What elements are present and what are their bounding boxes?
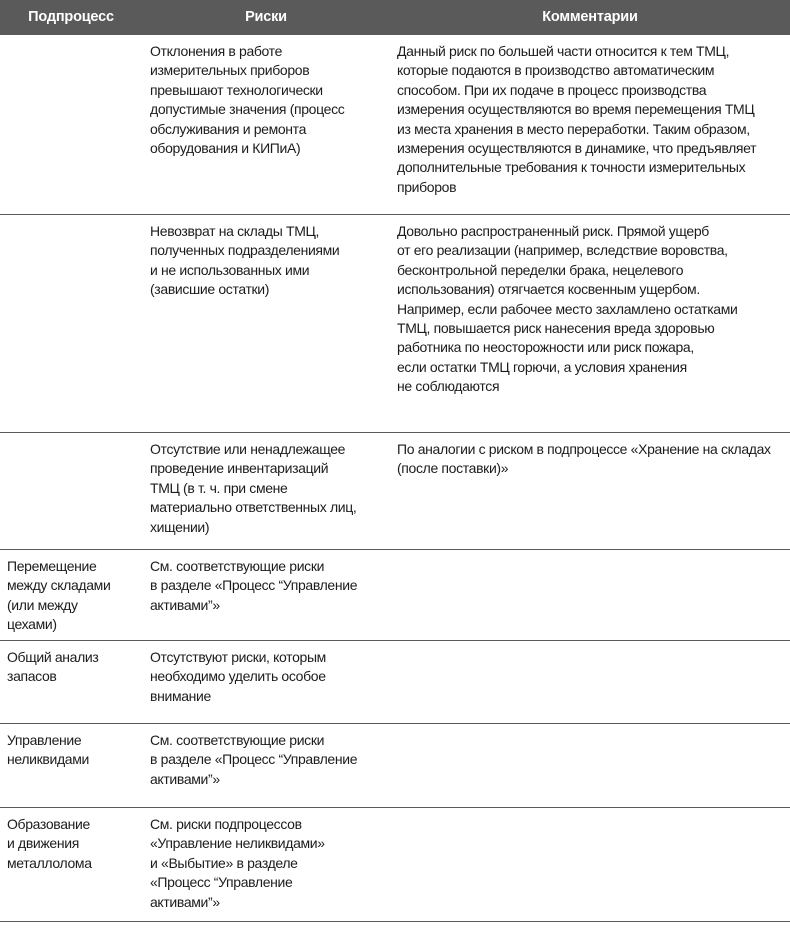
comment-cell: Довольно распространенный риск. Прямой ущерб от его реализации (например, вследствие воровства, бесконтрольной переделки брака, нецелевого использования) отягчается косвенным ущербом. Например, если рабочее место захламлено остатками ТМЦ, повышается риск нанесения вреда здоровью работника по неосторожности или риск пожара, если остатки ТМЦ горючи, а условия хранения не соблюдаются (397, 223, 738, 395)
risk-cell: Невозврат на склады ТМЦ, полученных подразделениями и не использованных ими (зависшие остатки) (150, 223, 340, 298)
subprocess-cell: Управление неликвидами (7, 732, 89, 768)
table-row (0, 215, 790, 433)
risk-cell: См. риски подпроцессов «Управление неликвидами» и «Выбытие» в разделе «Процесс “Управление активами”» (150, 816, 325, 910)
comment-cell (390, 641, 790, 723)
table-header (0, 0, 790, 35)
comment-cell: По аналогии с риском в подпроцессе «Хранение на складах (после поставки)» (397, 441, 771, 477)
comment-cell (390, 724, 790, 807)
table-body (0, 35, 790, 922)
comment-cell: Данный риск по большей части относится к тем ТМЦ, которые подаются в производство автоматическим способом. При их подаче в процесс производства измерения осуществляются во время перемещения ТМЦ из места хранения в место переработки. Таким образом, измерения осуществляются в динамике, что предъявляет дополнительные требования к точности измерительных приборов (397, 43, 757, 195)
comment-cell (390, 808, 790, 921)
risk-cell: Отклонения в работе измерительных приборов превышают технологически допустимые значения (процесс обслуживания и ремонта оборудования и КИПиА) (150, 43, 345, 157)
risk-cell: См. соответствующие риски в разделе «Процесс “Управление активами”» (150, 558, 358, 613)
subprocess-cell (0, 433, 142, 549)
risk-cell: Отсутствие или ненадлежащее проведение инвентаризаций ТМЦ (в т. ч. при смене материально ответственных лиц, хищении) (150, 441, 357, 535)
subprocess-cell (0, 215, 142, 432)
header-comments: Комментарии (542, 9, 638, 25)
risk-cell: См. соответствующие риски в разделе «Процесс “Управление активами”» (150, 732, 358, 787)
table-row (0, 808, 790, 922)
subprocess-cell: Общий анализ запасов (7, 649, 99, 685)
table-row (0, 724, 790, 808)
table-row (0, 35, 790, 215)
subprocess-cell: Образование и движения металлолома (7, 816, 92, 871)
table-row (0, 550, 790, 641)
table-row (0, 641, 790, 724)
subprocess-cell: Перемещение между складами (или между цехами) (7, 558, 111, 633)
table-row (0, 433, 790, 550)
risk-cell: Отсутствуют риски, которым необходимо уделить особое внимание (150, 649, 326, 704)
header-risks: Риски (245, 9, 287, 25)
comment-cell (390, 550, 790, 640)
subprocess-cell (0, 35, 142, 214)
header-subprocess: Подпроцесс (28, 9, 114, 25)
